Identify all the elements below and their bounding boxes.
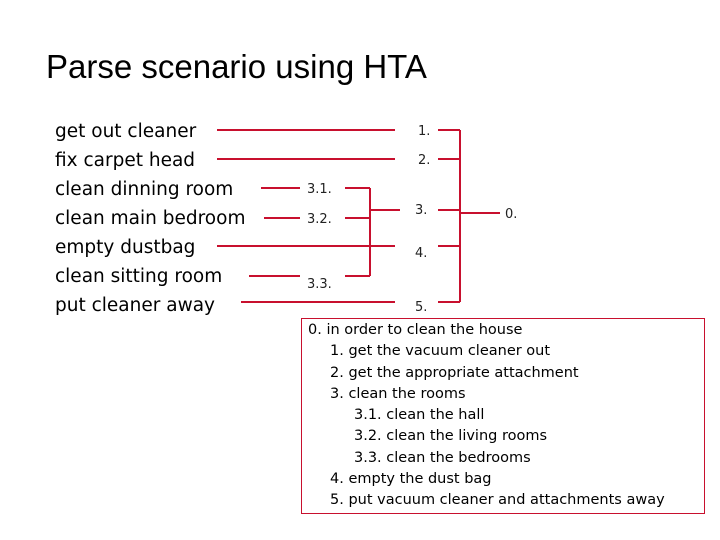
task-label: 1. (418, 124, 431, 139)
scenario-step: clean sitting room (55, 266, 223, 287)
task-label: 2. (418, 153, 431, 168)
task-label: 3. (415, 203, 428, 218)
plan-line: 3.3. clean the bedrooms (354, 449, 531, 466)
plan-line: 1. get the vacuum cleaner out (330, 343, 551, 360)
scenario-step: empty dustbag (55, 237, 196, 258)
plan-line: 2. get the appropriate attachment (330, 364, 579, 381)
scenario-step: put cleaner away (55, 295, 215, 316)
scenario-step: clean main bedroom (55, 208, 246, 229)
scenario-step: fix carpet head (55, 150, 196, 171)
plan-line: 0. in order to clean the house (308, 322, 523, 338)
plan-line: 4. empty the dust bag (330, 471, 492, 488)
subtask-label: 3.2. (307, 212, 332, 227)
subtask-label: 3.1. (307, 182, 332, 197)
slide-title: Parse scenario using HTA (46, 48, 427, 85)
task-label: 5. (415, 300, 428, 315)
subtask-label: 3.3. (307, 277, 332, 292)
task-label: 4. (415, 246, 428, 261)
plan-line: 3.1. clean the hall (354, 407, 485, 424)
plan-box (301, 318, 705, 514)
connector-lines (217, 130, 500, 302)
scenario-step: clean dinning room (55, 179, 234, 200)
plan-line: 5. put vacuum cleaner and attachments away (330, 492, 665, 509)
plan-line: 3.2. clean the living rooms (354, 428, 548, 445)
root-task-label: 0. (505, 207, 518, 222)
scenario-step: get out cleaner (55, 121, 197, 142)
plan-line: 3. clean the rooms (330, 385, 466, 402)
